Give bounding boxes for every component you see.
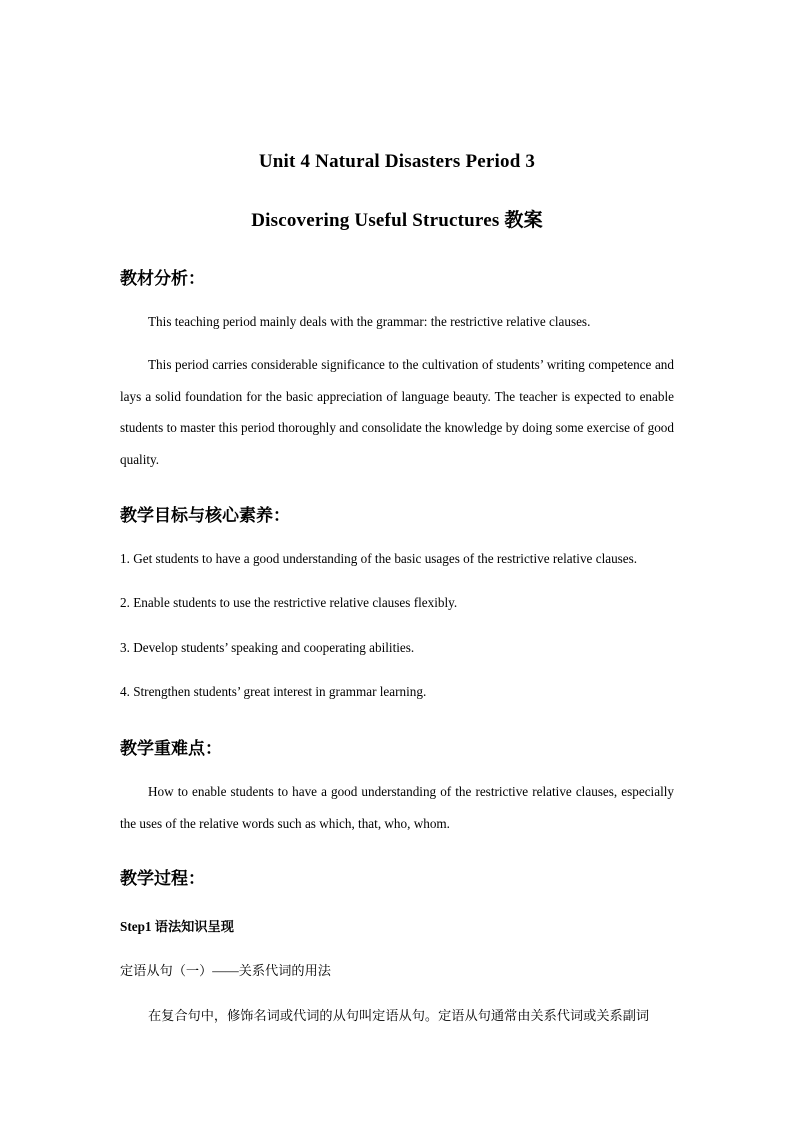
analysis-paragraph-1: This teaching period mainly deals with the grammar: the restrictive relative clauses. — [148, 314, 591, 329]
section-heading-process: 教学过程： — [120, 869, 205, 888]
section-heading-analysis: 教材分析： — [120, 269, 205, 288]
objective-item: 3. Develop students’ speaking and cooperating abilities. — [120, 640, 415, 655]
document-title: Unit 4 Natural Disasters Period 3 — [258, 151, 536, 172]
analysis-paragraph-2: This period carries considerable significance to the cultivation of students’ writing competence and lays a solid foundation for the basic appreciation of language beauty. The teacher is expected to enable students to master this period thoroughly and consolidate the knowledge by doing some exercise of good quality. — [120, 357, 674, 467]
step-title: Step1 语法知识呈现 — [120, 919, 234, 934]
grammar-subtitle: 定语从句（一）——关系代词的用法 — [120, 963, 331, 978]
objective-item: 2. Enable students to use the restrictive relative clauses flexibly. — [120, 595, 458, 610]
document-subtitle: Discovering Useful Structures 教案 — [251, 210, 543, 231]
grammar-paragraph: 在复合句中，修饰名词或代词的从句叫定语从句。定语从句通常由关系代词或关系副词 — [148, 1008, 650, 1023]
key-points-paragraph: How to enable students to have a good understanding of the restrictive relative clauses, especially the uses of the relative words such as which, that, who, whom. — [120, 784, 674, 831]
section-heading-key-points: 教学重难点： — [120, 739, 222, 758]
objective-item: 4. Strengthen students’ great interest in grammar learning. — [120, 684, 427, 699]
section-heading-objectives: 教学目标与核心素养： — [120, 506, 290, 525]
objective-item: 1. Get students to have a good understanding of the basic usages of the restrictive relative clauses. — [120, 551, 638, 566]
